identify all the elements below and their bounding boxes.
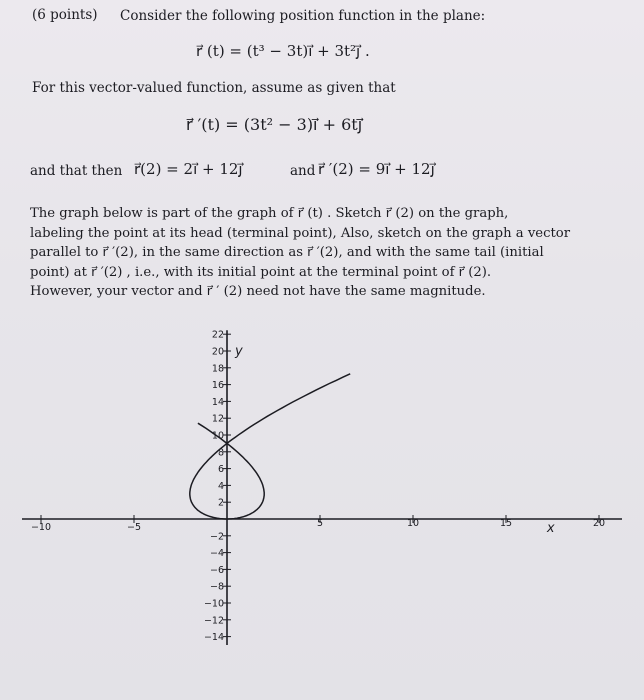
y-tick-label: 4	[217, 480, 224, 492]
x-tick-label: 10	[406, 518, 420, 529]
points-label: (6 points)	[32, 7, 98, 23]
y-tick-label: 16	[211, 380, 224, 392]
tick-marks	[31, 330, 605, 643]
curve-group	[190, 374, 350, 519]
position-curve	[190, 374, 350, 519]
y-tick-label: 10	[211, 430, 224, 442]
y-tick-label: −12	[203, 615, 224, 627]
x-tick-label: 5	[316, 518, 324, 529]
y-tick-label: 22	[211, 329, 224, 341]
position-equation: r⃗ (t) = (t³ − 3t)i⃗ + 3t²j⃗ .	[196, 42, 370, 60]
instruction-line: The graph below is part of the graph of r⃗ (t) . Sketch r⃗ (2) on the graph,	[30, 206, 509, 221]
derivative-equation: r⃗ ′(t) = (3t² − 3)i⃗ + 6tj⃗	[186, 115, 363, 134]
instruction-line: However, your vector and r⃗ ′ (2) need not have the same magnitude.	[30, 284, 486, 299]
y-tick-label: −2	[209, 531, 224, 543]
instruction-line: labeling the point at its head (terminal point), Also, sketch on the graph a vector	[30, 225, 570, 241]
y-tick-label: 20	[211, 346, 224, 358]
instruction-line: point) at r⃗ ′(2) , i.e., with its initial point at the terminal point of r⃗ (2).	[30, 264, 492, 280]
y-tick-label: 2	[217, 497, 224, 509]
y-tick-label: 14	[211, 396, 224, 408]
x-tick-label: −10	[30, 522, 52, 533]
y-tick-label: 12	[211, 413, 224, 425]
position-graph	[0, 318, 644, 648]
x-tick-label: −5	[126, 522, 142, 533]
y-tick-label: 18	[211, 363, 224, 375]
y-tick-label: −14	[203, 632, 224, 644]
y-axis-label: y	[235, 344, 243, 360]
and-label: and	[290, 163, 316, 179]
x-tick-label: 15	[499, 518, 513, 529]
axes	[22, 330, 622, 645]
y-tick-label: −8	[209, 581, 224, 593]
y-tick-label: −4	[209, 548, 224, 560]
instructions-paragraph	[30, 204, 590, 302]
problem-prompt: Consider the following position function in the plane:	[120, 8, 486, 24]
assume-line: For this vector-valued function, assume as given that	[32, 80, 396, 96]
x-axis-label: x	[546, 521, 555, 536]
x-tick-label: 20	[592, 518, 606, 529]
and-then-label: and that then	[30, 163, 123, 179]
y-tick-label: −6	[209, 564, 224, 576]
y-tick-label: −10	[203, 598, 224, 610]
y-tick-label: 6	[217, 464, 224, 476]
instruction-line: parallel to r⃗ ′(2), in the same direction as r⃗ ′(2), and with the same tail (initial	[30, 245, 544, 260]
r-at-2-equation: r⃗(2) = 2i⃗ + 12j⃗	[134, 160, 243, 178]
rprime-at-2-equation: r⃗ ′(2) = 9i⃗ + 12j⃗	[318, 160, 435, 178]
y-tick-label: 8	[217, 447, 224, 459]
